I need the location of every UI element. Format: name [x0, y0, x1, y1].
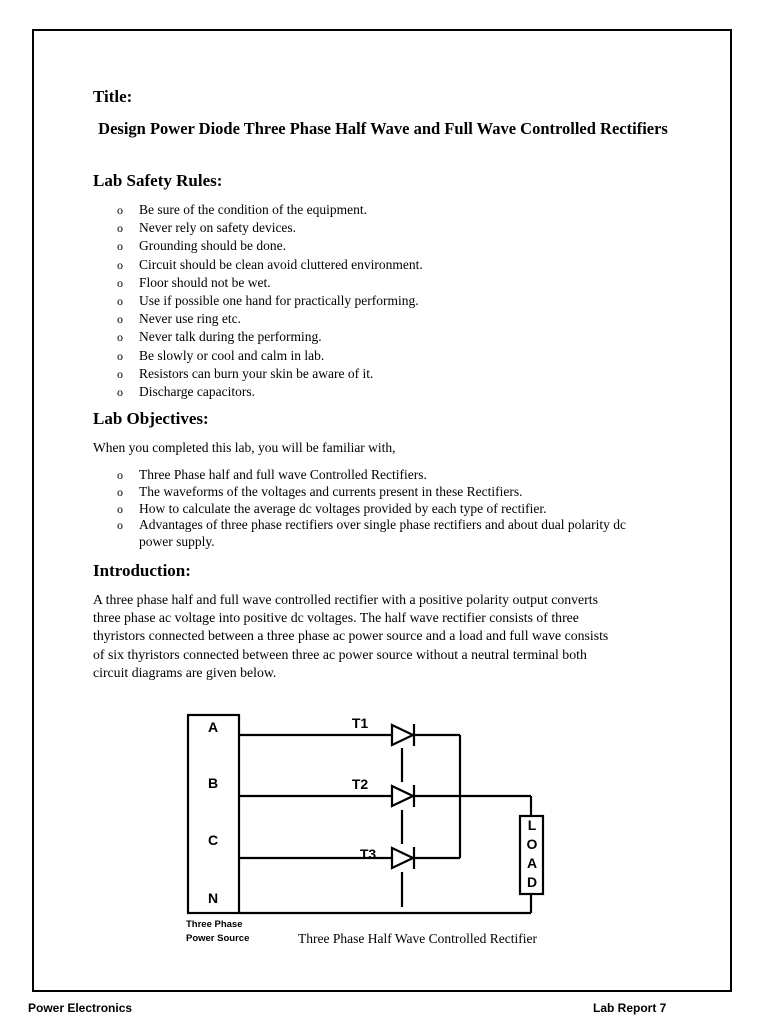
- load-letter: O: [526, 836, 538, 852]
- title-label: Title:: [93, 87, 133, 106]
- list-item: o Circuit should be clean avoid cluttered environment.: [139, 256, 423, 274]
- thyristor-label: T3: [359, 846, 377, 862]
- list-item: o The waveforms of the voltages and currents present in these Rectifiers.: [139, 484, 659, 501]
- objectives-heading: Lab Objectives:: [93, 409, 209, 428]
- list-item: o Never rely on safety devices.: [139, 219, 423, 237]
- intro-line: thyristors connected between a three phase ac power source and a load and full wave consists: [93, 628, 609, 644]
- intro-line: three phase ac voltage into positive dc voltages. The half wave rectifier consists of three: [93, 610, 579, 626]
- thyristor-label: T1: [351, 715, 369, 731]
- phase-label: C: [207, 832, 219, 848]
- thyristor-label: T2: [351, 776, 369, 792]
- intro-line: of six thyristors connected between three ac power source without a neutral terminal both: [93, 646, 587, 662]
- list-item: o Be slowly or cool and calm in lab.: [139, 347, 423, 365]
- list-item: o Never use ring etc.: [139, 310, 423, 328]
- list-item: o Be sure of the condition of the equipment.: [139, 201, 423, 219]
- list-item: o Grounding should be done.: [139, 237, 423, 255]
- phase-label: A: [207, 719, 219, 735]
- circuit-caption: Three Phase Half Wave Controlled Rectifier: [298, 931, 537, 946]
- thyristor-t1-symbol: [392, 725, 413, 745]
- objectives-intro: When you completed this lab, you will be familiar with,: [93, 440, 396, 455]
- phase-label: B: [207, 775, 219, 791]
- power-source-box: [188, 715, 239, 913]
- phase-label: N: [207, 890, 219, 906]
- intro-line: A three phase half and full wave controlled rectifier with a positive polarity output converts: [93, 592, 598, 607]
- list-item: o Advantages of three phase rectifiers over single phase rectifiers and about dual polarity dc power supply.: [139, 517, 659, 551]
- list-item: o How to calculate the average dc voltages provided by each type of rectifier.: [139, 501, 659, 518]
- introduction-heading: Introduction:: [93, 561, 191, 580]
- intro-line: circuit diagrams are given below.: [93, 664, 277, 680]
- list-item: o Three Phase half and full wave Controlled Rectifiers.: [139, 467, 659, 484]
- footer-right: Lab Report 7: [593, 1001, 667, 1015]
- thyristor-t2-symbol: [392, 786, 413, 806]
- list-item: o Resistors can burn your skin be aware of it.: [139, 365, 423, 383]
- load-letter: A: [526, 855, 538, 871]
- source-label: Power Source: [186, 933, 250, 944]
- list-item: o Never talk during the performing.: [139, 328, 423, 346]
- footer-left: Power Electronics: [28, 1001, 133, 1015]
- source-label: Three Phase: [186, 919, 243, 930]
- safety-heading: Lab Safety Rules:: [93, 171, 223, 190]
- load-letter: L: [527, 817, 537, 833]
- list-item: o Floor should not be wet.: [139, 274, 423, 292]
- thyristor-t3-symbol: [392, 848, 413, 868]
- load-letter: D: [526, 874, 538, 890]
- list-item: o Use if possible one hand for practically performing.: [139, 292, 423, 310]
- list-item: o Discharge capacitors.: [139, 383, 423, 401]
- document-title: Design Power Diode Three Phase Half Wave and Full Wave Controlled Rectifiers: [98, 119, 668, 138]
